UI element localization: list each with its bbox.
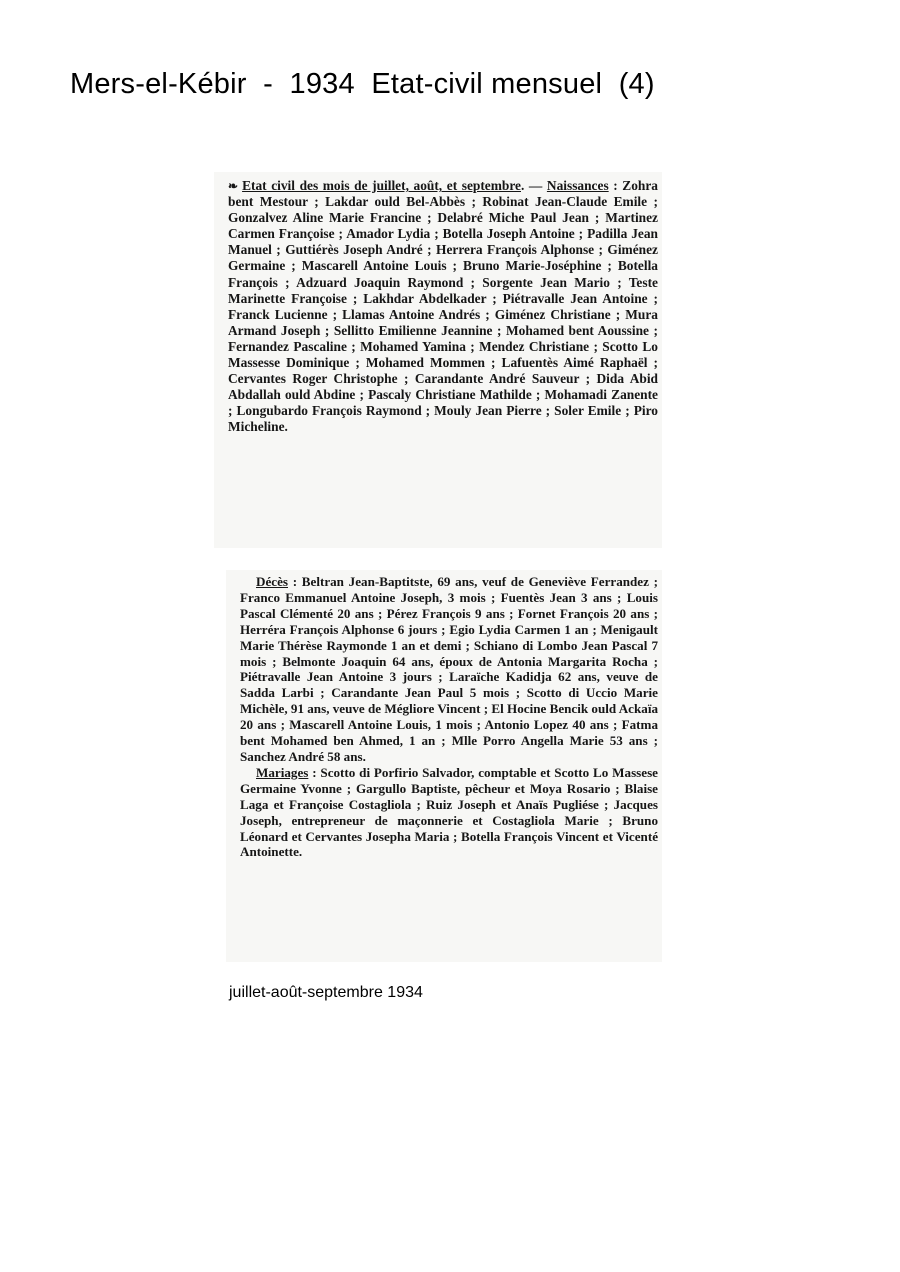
fleuron-icon: ❧: [228, 179, 237, 193]
births-label: Naissances: [546, 178, 609, 193]
clipping-heading: Etat civil des mois de juillet, août, et septembre: [242, 178, 521, 193]
heading-dash: . —: [520, 178, 547, 193]
date-caption: juillet-août-septembre 1934: [229, 984, 423, 1001]
marriages-label: Mariages: [256, 764, 309, 780]
page-title: Mers-el-Kébir - 1934 Etat-civil mensuel (4): [70, 68, 655, 100]
deaths-marriages-clipping: [226, 570, 662, 962]
marriages-paragraph: [240, 765, 658, 860]
births-text: : Zohra bent Mestour ; Lakdar ould Bel-Abbès ; Robinat Jean-Claude Emile ; Gonzalvez Aline Marie Francine ; Delabré Miche Paul Jean ; Martinez Carmen Françoise ; Amador Lydia ; Botella Joseph Antoine ; Padilla Jean Manuel ; Guttiérès Joseph André ; Herrera François Alphonse ; Giménez Germaine ; Mascarell Antoine Louis ; Bruno Marie-Joséphine ; Botella François ; Adzuard Joaquin Raymond ; Sorgente Jean Mario ; Teste Marinette Françoise ; Lakhdar Abdelkader ; Piétravalle Jean Antoine ; Franck Lucienne ; Llamas Antoine Andrés ; Giménez Christiane ; Mura Armand Joseph ; Sellitto Emilienne Jeannine ; Mohamed bent Aoussine ; Fernandez Pascaline ; Mohamed Yamina ; Mendez Christiane ; Scotto Lo Massesse Dominique ; Mohamed Mommen ; Lafuentès Aimé Raphaël ; Cervantes Roger Christophe ; Carandante André Sauveur ; Dida Abid Abdallah ould Abdine ; Pascaly Christiane Mathilde ; Mohamadi Zanente ; Longubardo François Raymond ; Mouly Jean Pierre ; Soler Emile ; Piro Micheline.: [228, 178, 659, 435]
deaths-text: : Beltran Jean-Baptitste, 69 ans, veuf de Geneviève Ferrandez ; Franco Emmanuel Antoine Joseph, 3 mois ; Fuentès Jean 3 ans ; Louis Pascal Clémenté 20 ans ; Pérez François 9 ans ; Fornet François 20 ans ; Herréra François Alphonse 6 jours ; Egio Lydia Carmen 1 an ; Menigault Marie Thérèse Raymonde 1 an et demi ; Schiano di Lombo Jean Pascal 7 mois ; Belmonte Joaquin 64 ans, époux de Antonia Margarita Rocha ; Piétravalle Jean Antoine 3 jours ; Laraïche Kadidja 62 ans, veuve de Sadda Larbi ; Carandante Jean Paul 5 mois ; Scotto di Uccio Marie Michèle, 91 ans, veuve de Mégliore Vincent ; El Hocine Bencik ould Ackaïa 20 ans ; Mascarell Antoine Louis, 1 mois ; Antonio Lopez 40 ans ; Fatma bent Mohamed ben Ahmed, 1 an ; Mlle Porro Angella Marie 53 ans ; Sanchez André 58 ans.: [240, 574, 659, 764]
marriages-text: : Scotto di Porfirio Salvador, comptable et Scotto Lo Massese Germaine Yvonne ; Gargullo Baptiste, pêcheur et Moya Rosario ; Blaise Laga et Françoise Costagliola ; Ruiz Joseph et Anaïs Pugliése ; Jacques Joseph, entrepreneur de maçonnerie et Costagliola Marie ; Bruno Léonard et Cervantes Josepha Maria ; Botella François Vincent et Vicenté Antoinette.: [240, 764, 658, 860]
deaths-paragraph: [240, 574, 658, 765]
births-clipping: [214, 172, 662, 548]
deaths-label: Décès: [256, 574, 288, 589]
